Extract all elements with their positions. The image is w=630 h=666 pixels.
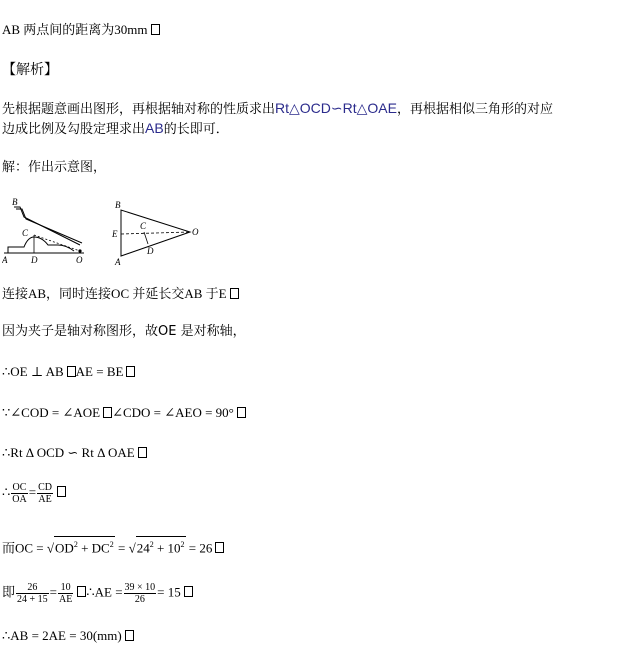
label-O: O [192,227,199,237]
segment-CD [144,232,148,244]
step-7: 而OC = $√OD^2 + DC^2 = √24^2 + 10^2 = 26$ [2,536,224,556]
step-8: 即 $\frac{26}{24 + 15}$ = $\frac{10}{AE}$ ∴AE = $\frac{39 \times 10}{26}$ = 15 [2,582,193,605]
step-6: ∴ $\frac{OC}{OA}$ = $\frac{CD}{AE}$ [2,482,66,505]
step-1: 连接AB，同时连接OC 并延长交AB 于E [2,286,239,302]
triangle-ABO [121,210,190,256]
solution-intro: 解：作出示意图， [2,160,107,175]
section-heading: 【解析】 [2,62,58,78]
label-B: B [12,197,18,207]
analysis-line-1: 先根据题意画出图形，再根据轴对称的性质求出Rt△OCD∽Rt△OAE，再根据相似三角形的对应 [2,100,553,117]
triangle-schematic-figure [110,198,205,268]
label-A: A [115,257,121,267]
label-A: A [2,255,8,265]
label-C: C [22,228,29,238]
step-3: ∴OE ⊥ AB AE = BE [2,364,135,380]
label-O: O [76,255,83,265]
analysis-line-2: 边成比例及勾股定理求出AB的长即可． [2,120,229,137]
label-E: E [112,229,118,239]
dashed-OC [34,235,80,251]
placeholder-box [151,24,160,35]
step-5: ∴Rt Δ OCD ∽ Rt Δ OAE [2,445,147,461]
answer-line: AB 两点间的距离为30mm [2,22,160,38]
dashed-OE [121,232,190,234]
step-9: ∴AB = 2AE = 30(mm) [2,628,134,644]
clip-side-figure [2,195,87,265]
label-C: C [140,221,147,231]
step-4: ∵∠COD = ∠AOE ∠CDO = ∠AEO = 90° [2,405,246,421]
label-D: D [147,246,154,256]
label-B: B [115,200,121,210]
step-2: 因为夹子是轴对称图形，故OE 是对称轴， [2,324,246,339]
label-D: D [31,255,38,265]
clip-lower-jaw [8,237,74,253]
